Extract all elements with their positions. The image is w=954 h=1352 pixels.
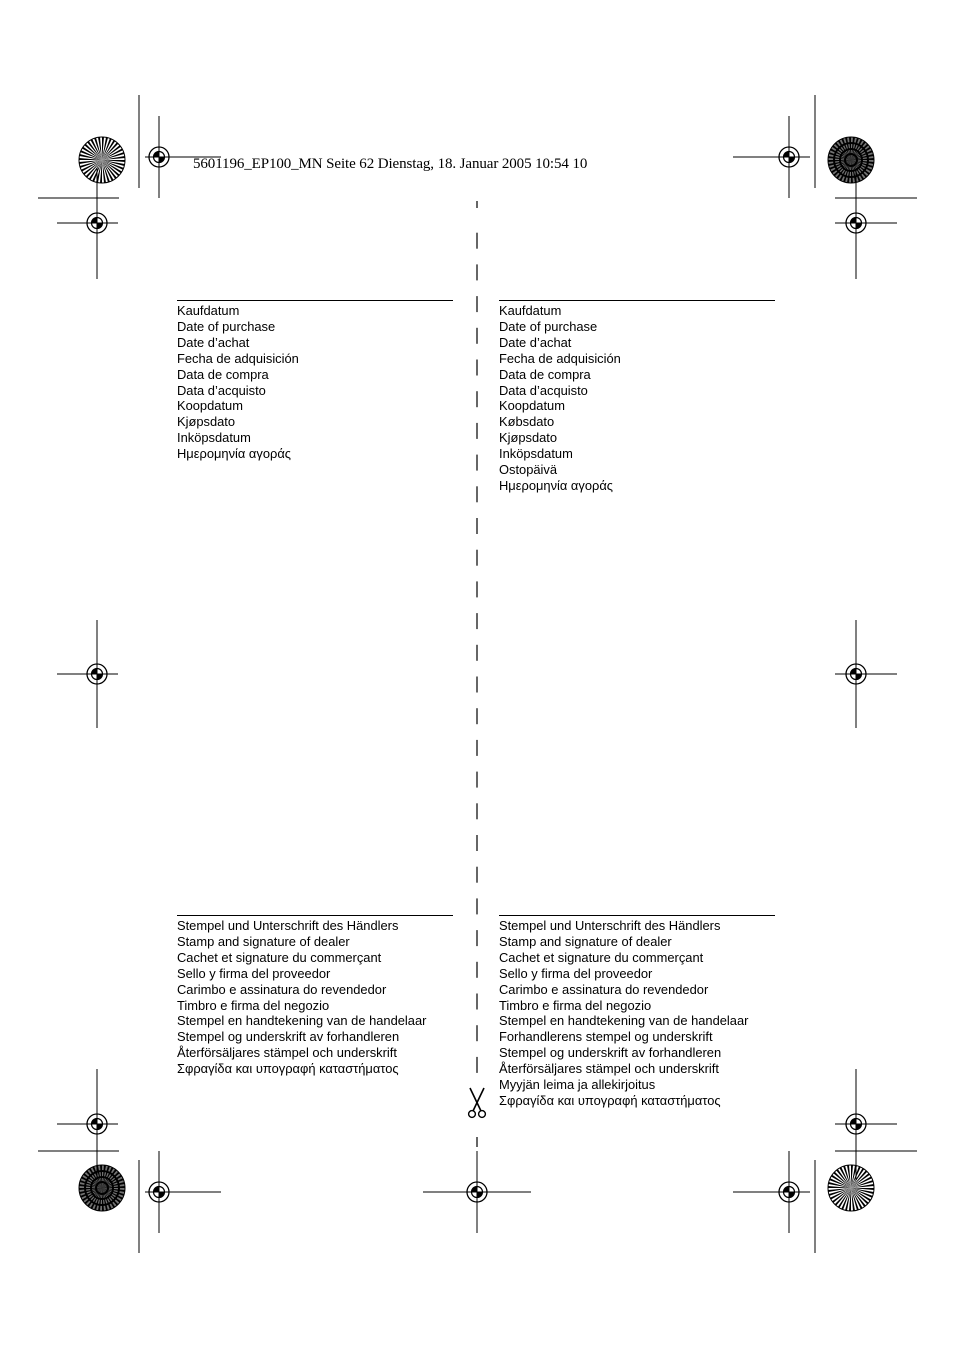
field-label: Stempel en handtekening van de handelaar [499, 1013, 749, 1029]
left-dealer-stamp-block [177, 915, 453, 1077]
registration-target-icon [57, 168, 118, 279]
color-calibration-wheel-icon [828, 137, 874, 183]
field-label: Stempel und Unterschrift des Händlers [499, 918, 721, 933]
field-label: Kaufdatum [499, 303, 562, 318]
registration-target-icon [835, 620, 897, 728]
print-job-header: 5601196_EP100_MN Seite 62 Dienstag, 18. Januar 2005 10:54 10 [193, 156, 588, 172]
color-calibration-wheel-icon [79, 137, 125, 183]
field-label: Σφραγίδα και υπογραφή καταστήματος [499, 1092, 721, 1108]
field-label: Myyjän leima ja allekirjoitus [499, 1077, 656, 1093]
field-label: Kjøpsdato [499, 430, 558, 446]
field-label: Stempel og underskrift av forhandleren [499, 1045, 722, 1061]
color-calibration-wheel-icon [828, 1165, 874, 1211]
field-label: Stempel en handtekening van de handelaar [177, 1013, 427, 1029]
field-label: Timbro e firma del negozio [177, 997, 330, 1013]
scissors-icon [466, 1087, 488, 1121]
field-label: Stempel og underskrift av forhandleren [177, 1029, 400, 1045]
right-dealer-stamp-block [499, 915, 775, 1109]
registration-target-icon [423, 1151, 531, 1233]
color-calibration-wheel-icon [79, 1165, 125, 1211]
field-label: Kjøpsdato [177, 414, 236, 430]
registration-target-icon [57, 1069, 118, 1180]
field-label: Date d’achat [177, 334, 250, 350]
field-label: Koopdatum [499, 398, 565, 414]
registration-target-icon [57, 620, 118, 728]
field-label: Sello y firma del proveedor [499, 965, 653, 981]
field-label: Forhandlerens stempel og underskrift [499, 1029, 713, 1045]
right-date-of-purchase-block [499, 300, 775, 494]
registration-target-icon [733, 116, 810, 198]
field-label: Sello y firma del proveedor [177, 965, 331, 981]
field-label: Fecha de adquisición [499, 350, 621, 366]
field-label: Købsdato [499, 414, 555, 430]
field-label: Stempel und Unterschrift des Händlers [177, 918, 399, 933]
field-label: Data de compra [177, 366, 269, 382]
registration-target-icon [733, 1151, 810, 1233]
field-label: Stamp and signature of dealer [499, 933, 672, 949]
field-label: Inköpsdatum [499, 446, 573, 462]
field-label: Data d’acquisto [499, 382, 588, 398]
field-label: Date d’achat [499, 334, 572, 350]
field-label: Cachet et signature du commerçant [499, 949, 704, 965]
field-label: Fecha de adquisición [177, 350, 299, 366]
field-label: Data de compra [499, 366, 591, 382]
field-label: Cachet et signature du commerçant [177, 949, 382, 965]
field-label: Carimbo e assinatura do revendedor [177, 981, 387, 997]
field-label: Carimbo e assinatura do revendedor [499, 981, 709, 997]
registration-target-icon [835, 1069, 897, 1180]
field-label: Stamp and signature of dealer [177, 933, 350, 949]
field-label: Inköpsdatum [177, 430, 251, 446]
right-dealer-labels [499, 916, 775, 1109]
field-label: Kaufdatum [177, 303, 240, 318]
field-label: Återförsäljares stämpel och underskrift [177, 1045, 397, 1061]
field-label: Σφραγίδα και υπογραφή καταστήματος [177, 1061, 399, 1077]
field-label: Ημερομηνία αγοράς [177, 446, 291, 462]
field-label: Timbro e firma del negozio [499, 997, 652, 1013]
field-label: Ostopäivä [499, 462, 558, 478]
registration-target-icon [145, 1151, 221, 1233]
left-dealer-labels [177, 916, 453, 1077]
right-date-labels [499, 301, 775, 494]
field-label: Återförsäljares stämpel och underskrift [499, 1061, 719, 1077]
registration-target-icon [835, 168, 897, 279]
field-label: Data d’acquisto [177, 382, 266, 398]
field-label: Date of purchase [499, 318, 598, 334]
field-label: Date of purchase [177, 318, 276, 334]
left-date-of-purchase-block [177, 300, 453, 462]
field-label: Koopdatum [177, 398, 243, 414]
left-date-labels [177, 301, 453, 462]
field-label: Ημερομηνία αγοράς [499, 477, 613, 493]
